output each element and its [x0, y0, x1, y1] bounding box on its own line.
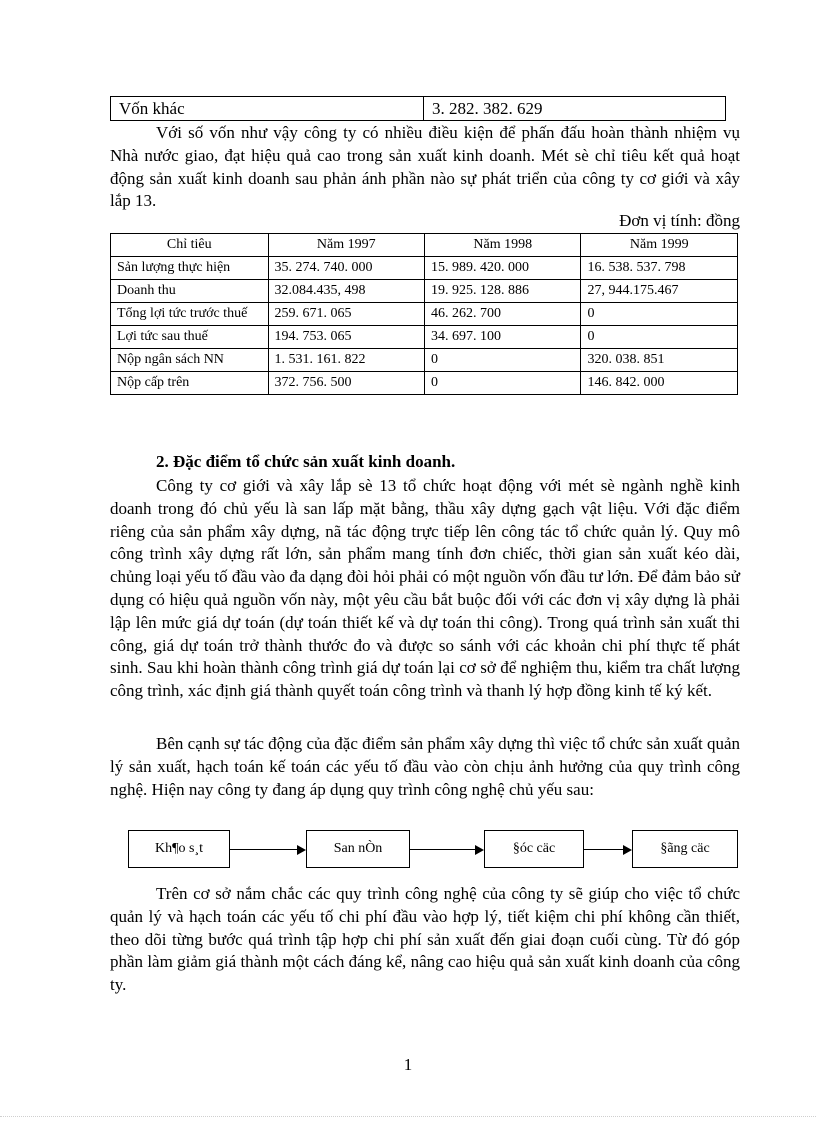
unit-label: Đơn vị tính: đồng — [619, 211, 740, 230]
table-row — [111, 303, 738, 326]
arrow-head-icon — [297, 845, 306, 855]
table-cell: 146. 842. 000 — [581, 372, 738, 395]
header-cell: Năm 1997 — [268, 234, 424, 257]
paragraph-text: Bên cạnh sự tác động của đặc điểm sản phẩm xây dựng thì việc tổ chức sản xuất quản lý sản xuất, hạch toán kế toán các yếu tố đầu vào còn chịu ảnh hưởng của quy trình công nghệ. Hiện nay công ty đang áp dụng quy trình công nghệ chủ yếu sau: — [110, 734, 740, 799]
capital-label: Vốn khác — [111, 97, 424, 121]
header-cell: Năm 1999 — [581, 234, 738, 257]
flow-step-driving-piles: §ãng cäc — [632, 830, 738, 868]
table-cell: 35. 274. 740. 000 — [268, 257, 424, 280]
table-cell: 34. 697. 100 — [425, 326, 581, 349]
table-header-row — [111, 234, 738, 257]
table-cell: 1. 531. 161. 822 — [268, 349, 424, 372]
table-cell: 0 — [581, 326, 738, 349]
table-cell: Lợi tức sau thuế — [111, 326, 269, 349]
table-cell: 46. 262. 700 — [425, 303, 581, 326]
paragraph-technology — [110, 733, 740, 801]
flow-step-casting-piles: §óc cäc — [484, 830, 584, 868]
table-cell: 32.084.435, 498 — [268, 280, 424, 303]
table-cell: 194. 753. 065 — [268, 326, 424, 349]
flow-arrow — [230, 849, 298, 850]
results-table — [110, 233, 738, 395]
table-cell: 27, 944.175.467 — [581, 280, 738, 303]
table-cell: Nộp cấp trên — [111, 372, 269, 395]
paragraph-text: Với số vốn như vậy công ty có nhiều điều kiện để phấn đấu hoàn thành nhiệm vụ Nhà nước giao, đạt hiệu quả cao trong sản xuất kinh doanh. Mét sè chỉ tiêu kết quả hoạt động sản xuất kinh doanh sau phản ánh phần nào sự phát triển của công ty cơ giới và xây lắp 13. — [110, 123, 740, 211]
table-cell: Doanh thu — [111, 280, 269, 303]
capital-table — [110, 96, 726, 121]
table-row — [111, 97, 726, 121]
table-cell: 259. 671. 065 — [268, 303, 424, 326]
table-cell: Sản lượng thực hiện — [111, 257, 269, 280]
page-number: 1 — [403, 1055, 413, 1074]
table-cell: 320. 038. 851 — [581, 349, 738, 372]
flow-step-survey: Kh¶o s¸t — [128, 830, 230, 868]
table-row — [111, 280, 738, 303]
paragraph-capital — [110, 122, 740, 213]
table-cell: 19. 925. 128. 886 — [425, 280, 581, 303]
table-cell: 15. 989. 420. 000 — [425, 257, 581, 280]
table-row — [111, 349, 738, 372]
paragraph-conclusion — [110, 883, 740, 997]
paragraph-text: Công ty cơ giới và xây lắp sè 13 tổ chức hoạt động với mét sè ngành nghề kinh doanh trong đó chủ yếu là san lấp mặt bằng, thầu xây dựng gạch vật liệu. Với đặc điểm riêng của sản phẩm xây dựng, nã tác động trực tiếp lên công tác tổ chức quản lý. Quy mô công trình xây dựng rất lớn, sản phẩm mang tính đơn chiếc, thời gian sản xuất kéo dài, chủng loại yếu tố đầu vào đa dạng đòi hỏi phải có một nguồn vốn đầu tư lớn. Để đảm bảo sử dụng có hiệu quả nguồn vốn này, một yêu cầu bắt buộc đối với các đơn vị xây dựng là phải lập lên mức giá dự toán (dự toán thiết kế và dự toán thi công). Trong quá trình sản xuất thi công, giá dự toán trở thành thước đo và được so sánh với các khoản chi phí thực tế phát sinh. Sau khi hoàn thành công trình giá dự toán lại cơ sở để nghiệm thu, kiểm tra chất lượng công trình, xác định giá thành quyết toán công trình và thanh lý hợp đồng kinh tế ký kết. — [110, 476, 740, 701]
table-cell: 372. 756. 500 — [268, 372, 424, 395]
table-cell: 16. 538. 537. 798 — [581, 257, 738, 280]
table-cell: 0 — [581, 303, 738, 326]
flow-arrow — [584, 849, 624, 850]
arrow-head-icon — [623, 845, 632, 855]
page-bottom-divider — [0, 1116, 816, 1117]
header-cell: Chỉ tiêu — [111, 234, 269, 257]
table-cell: Tổng lợi tức trước thuế — [111, 303, 269, 326]
paragraph-organization — [110, 475, 740, 703]
table-row — [111, 326, 738, 349]
arrow-head-icon — [475, 845, 484, 855]
table-cell: 0 — [425, 349, 581, 372]
table-cell: Nộp ngân sách NN — [111, 349, 269, 372]
section-heading: 2. Đặc điểm tổ chức sản xuất kinh doanh. — [156, 452, 456, 471]
paragraph-text: Trên cơ sở nắm chắc các quy trình công nghệ của công ty sẽ giúp cho việc tổ chức quản lý và hạch toán các yếu tố chi phí đầu vào hợp lý, tiết kiệm chi phí không cần thiết, theo dõi từng bước quá trình tập hợp chi phí sản xuất đến giai đoạn cuối cùng. Từ đó góp phần làm giảm giá thành một cách đáng kể, nâng cao hiệu quả sản xuất kinh doanh của công ty. — [110, 884, 740, 995]
table-row — [111, 372, 738, 395]
flow-step-leveling: San nÒn — [306, 830, 410, 868]
table-row — [111, 257, 738, 280]
table-cell: 0 — [425, 372, 581, 395]
header-cell: Năm 1998 — [425, 234, 581, 257]
capital-value: 3. 282. 382. 629 — [424, 97, 726, 121]
flow-arrow — [410, 849, 476, 850]
